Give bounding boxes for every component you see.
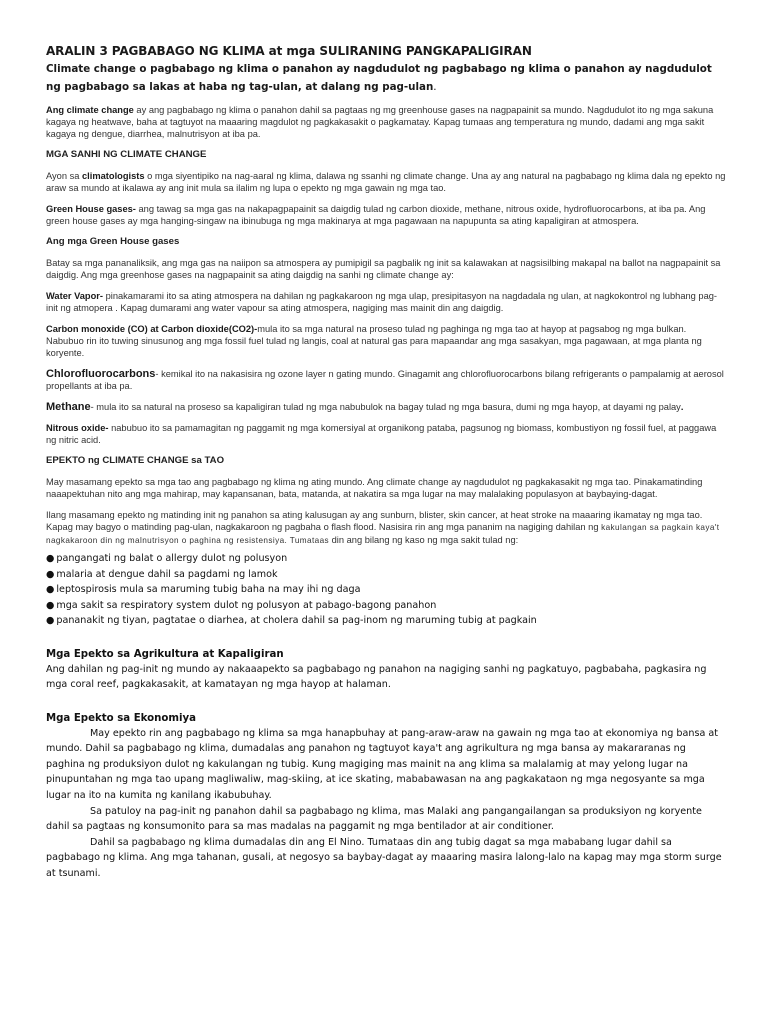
section-heading-economy: Mga Epekto sa Ekonomiya xyxy=(46,712,197,724)
list-item: ● leptospirosis mula sa maruming tubig baha na may ihi ng daga xyxy=(46,584,361,595)
agriculture-paragraph: Ang dahilan ng pag-init ng mundo ay nakaaapekto sa pagbabago ng panahon na nagiging sanhi ng pagkatuyo, pagbabaha, pagkasira ng mga coral reef, pagkakasakit, at kamatayan ng mga hayop at halaman. xyxy=(46,663,707,691)
bullet-icon: ● xyxy=(46,553,55,564)
effects-people-paragraph: May masamang epekto sa mga tao ang pagbabago ng klima ng ating mundo. Ang climate change ay nagdudulot ng pagkakasakit ng mga tao. Pinakamatinding naaapektuhan nito ang mga mahirap, may kapansanan, bata, matanda, at nakatira sa mga lugar na may malalaking populasyon at baybaying-dagat. xyxy=(46,477,703,499)
water-vapor-paragraph: Water Vapor- pinakamarami ito sa ating atmospera na dahilan ng pagkakaroon ng mga ulap, presipitasyon na nagdadala ng ulan, at nagkokontrol ng lubhang pag-init ng atmopera . Kapag dumarami ang water vapour sa ating atmospera, nagiging mas mainit din ang daigdig. xyxy=(46,291,718,313)
economy-paragraph-1: May epekto rin ang pagbabago ng klima sa mga hanapbuhay at pang-araw-araw na gawain ng mga tao at ekonomiya ng bansa at mundo. Dahil sa pagbabago ng klima, dumadalas ang panahon ng tagtuyot kaya't ang agrikultura ng mga bansa ay makararanas ng paghina ng produksiyon dulot ng kakulangan ng tubig. Kung magiging mas mainit na ang klima sa malalamig at may yelong lugar na pinupuntahan ng mga tao upang magliwaliw, mag-skiing, at ice skating, mababawasan na ang pagkakataon ng mga negosyante sa mga lugar na ito na kumita ng kanilang ikabubuhay. xyxy=(46,727,719,802)
economy-paragraph-2: Sa patuloy na pag-init ng panahon dahil sa pagbabago ng klima, mas Malaki ang pangangailangan sa produksiyon ng koryente dahil sa pagtaas ng konsumonito para sa mas madalas na paggamit ng mga bentilador at air conditioner. xyxy=(46,805,702,833)
bullet-icon: ● xyxy=(46,584,55,595)
climate-change-definition: Ang climate change ay ang pagbabago ng klima o panahon dahil sa pagtaas ng mg greenhouse gases na nagpapainit sa mundo. Nagdudulot ito ng mga sakuna kagaya ng heatwave, baha at tagtuyot na maaaring magdulot ng pagkakasakit o pagkamatay. Kapag tumaas ang temperatura ng mundo, dadami ang mga sakit kagaya ng dengue, diarrhea, malnutrisyon at iba pa. xyxy=(46,105,714,139)
health-effects-paragraph: Ilang masamang epekto ng matinding init ng panahon sa ating kalusugan ay ang sunburn, blister, skin cancer, at heat stroke na maaaring ikamatay ng mga tao. Kapag may bagyo o matinding pag-ulan, nagkakaroon ng pagbaha o flash flood. Nasisira rin ang mga pananim na nagiging dahilan ng kakulangan sa pagkain kaya't nagkakaroon din ng malnutrisyon o paghina ng resistensiya. Tumataas din ang bilang ng kaso ng mga sakit tulad ng: xyxy=(46,510,720,545)
climatologists-paragraph: Ayon sa climatologists o mga siyentipiko na nag-aaral ng klima, dalawa ng ssanhi ng climate change. Una ay ang natural na pagbabago ng klima dala ng epekto ng araw sa mundo at ikalawa ay ang init mula sa ilalim ng lupa o epekto ng mga gawain ng mga tao. xyxy=(46,171,726,193)
bullet-icon: ● xyxy=(46,568,55,580)
intro-text: Climate change o pagbabago ng klima o panahon ay nagdudulot ng pagbabago ng klima o panahon ay nagdudulot ng pagbabago sa lakas at haba ng tag-ulan, at dalang ng pag-ulan xyxy=(46,63,712,93)
term-chlorofluorocarbons: Chlorofluorocarbons xyxy=(46,368,156,380)
bullet-icon: ● xyxy=(46,599,55,611)
list-item: ● pangangati ng balat o allergy dulot ng polusyon xyxy=(46,553,288,564)
nitrous-oxide-paragraph: Nitrous oxide- nabubuo ito sa pamamagitan ng paggamit ng mga komersiyal at organikong pataba, pagsunog ng biomass, kombustiyon ng fossil fuel, at paggawa ng nitric acid. xyxy=(46,423,717,445)
disease-list xyxy=(46,551,726,629)
bullet-icon: ● xyxy=(46,615,55,626)
list-item: ● malaria at dengue dahil sa pagdami ng lamok xyxy=(46,568,278,580)
term-water-vapor: Water Vapor- xyxy=(46,291,103,301)
intro-paragraph xyxy=(46,60,726,96)
carbon-paragraph: Carbon monoxide (CO) at Carbon dioxide(CO2)-mula ito sa mga natural na proseso tulad ng paghinga ng mga tao at hayop at pagsabog ng mga bulkan. Nabubuo rin ito tuwing sinusunog ang mga fossil fuel tulad ng langis, coal at natural gas para mapaandar ang mga sasakyan, mga pagawaan, at mga planta ng koryente. xyxy=(46,324,702,358)
term-methane: Methane xyxy=(46,401,91,413)
list-item: ● mga sakit sa respiratory system dulot ng polusyon at pabago-bagong panahon xyxy=(46,599,437,611)
term-greenhouse-gases: Green House gases- xyxy=(46,204,136,214)
section-heading-greenhouse-gases: Ang mga Green House gases xyxy=(46,236,180,247)
document-title: ARALIN 3 PAGBABAGO NG KLIMA at mga SULIRANING PANGKAPALIGIRAN xyxy=(46,44,532,58)
research-paragraph: Batay sa mga pananaliksik, ang mga gas na naiipon sa atmospera ay pumipigil sa pagbalik ng init sa kalawakan at nagsisilbing makapal na ballot na nagpapainit sa daigdig. Ang mga greenhose gases na nagpapainit sa ating daigdig na sanhi ng climate change ay: xyxy=(46,258,721,280)
term-carbon: Carbon monoxide (CO) at Carbon dioxide(CO2)- xyxy=(46,324,258,334)
greenhouse-gases-paragraph: Green House gases- ang tawag sa mga gas na nakapagpapainit sa daigdig tulad ng carbon dioxide, methane, nitrous oxide, hydrofluorocarbons, at iba pa. Ang green house gases ay mga hanging-singaw na ibinubuga ng mga makinarya at mga pagawaan na napupunta sa ating kapaligiran at atmospera. xyxy=(46,204,706,226)
section-heading-effects-people: EPEKTO ng CLIMATE CHANGE sa TAO xyxy=(46,455,225,466)
term-nitrous-oxide: Nitrous oxide- xyxy=(46,423,109,433)
document-page xyxy=(46,44,726,882)
list-item: ● pananakit ng tiyan, pagtatae o diarhea, at cholera dahil sa pag-inom ng maruming tubig at pagkain xyxy=(46,615,537,626)
section-heading-causes: MGA SANHI NG CLIMATE CHANGE xyxy=(46,149,207,160)
term-climatologists: climatologists xyxy=(82,171,145,181)
intro-period: . xyxy=(433,81,437,93)
economy-paragraph-3: Dahil sa pagbabago ng klima dumadalas din ang El Nino. Tumataas din ang tubig dagat sa mga mababang lugar dahil sa pagbabago ng klima. Ang mga tahanan, gusali, at negosyo sa baybay-dagat ay maaaring masira lalong-lalo na kapag may mga storm surge at tsunami. xyxy=(46,836,722,880)
cfc-paragraph: Chlorofluorocarbons- kemikal ito na nakasisira ng ozone layer n gating mundo. Ginagamit ang chlorofluorocarbons bilang refrigerants o pampalamig at aerosol propellants at iba pa. xyxy=(46,368,724,391)
section-heading-agriculture: Mga Epekto sa Agrikultura at Kapaligiran xyxy=(46,648,284,660)
term-climate-change: Ang climate change xyxy=(46,105,134,115)
methane-paragraph: Methane- mula ito sa natural na proseso sa kapaligiran tulad ng mga nabubulok na bagay tulad ng mga basura, dumi ng mga hayop, at dayami ng palay. xyxy=(46,401,684,413)
